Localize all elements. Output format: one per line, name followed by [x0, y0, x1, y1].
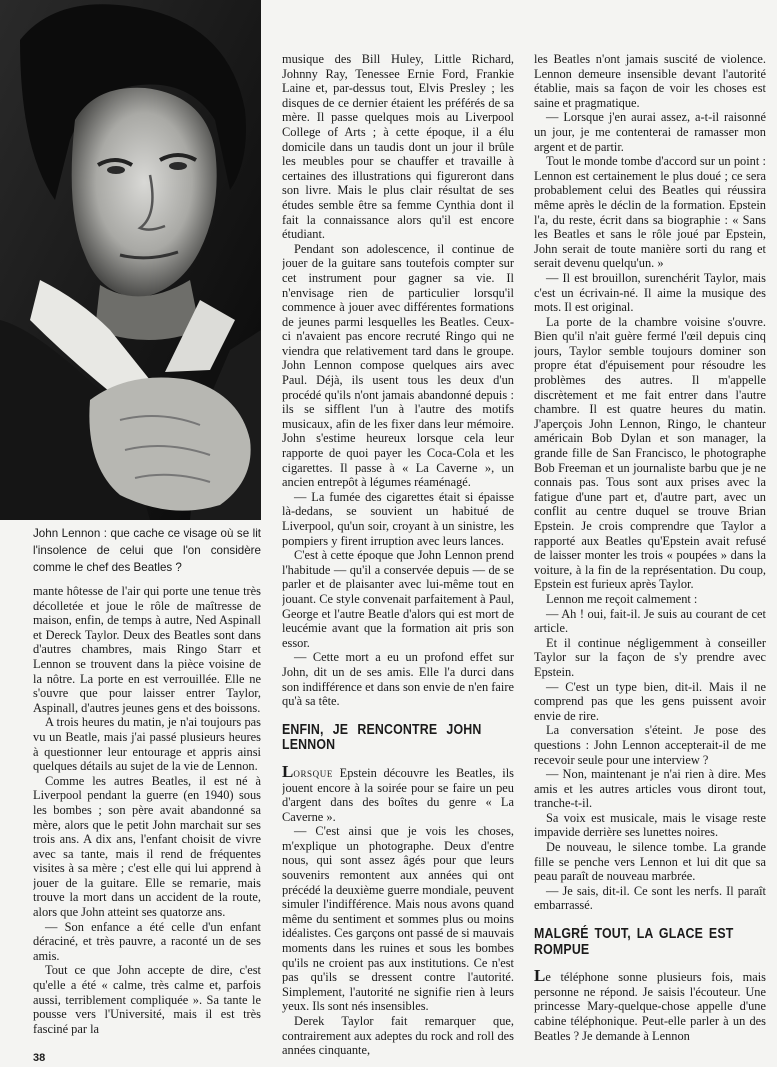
drop-cap: L	[534, 966, 546, 986]
paragraph: les Beatles n'ont jamais suscité de violence. Lennon demeure insensible devant l'autorité établie, mais sa façon de voir les choses est saine et pragmatique.	[534, 52, 766, 110]
section-heading: MALGRÉ TOUT, LA GLACE EST ROMPUE	[534, 926, 734, 958]
paragraph: — Son enfance a été celle d'un enfant déraciné, et très pauvre, a raconté un de ses amis.	[33, 919, 261, 963]
paragraph: — Cette mort a eu un profond effet sur John, dit un de ses amis. Elle l'a durci dans son indifférence et dans son envie de n'en faire qu'à sa tête.	[282, 650, 514, 709]
paragraph: De nouveau, le silence tombe. La grande fille se penche vers Lennon et lui dit que sa peau paraît de nouveau marbrée.	[534, 840, 766, 884]
page-number: 38	[33, 1052, 46, 1064]
lead-text: e téléphone sonne plusieurs fois, mais personne ne répond. Je saisis l'écouteur. Une princesse Mary-quelque-chose appelle d'une cabine téléphonique. Peut-elle parler à un des Beatles ? Je demande à Lennon	[534, 970, 766, 1043]
paragraph: musique des Bill Huley, Little Richard, Johnny Ray, Tenessee Ernie Ford, Frankie Laine et, par-dessus tout, Elvis Presley ; les disques de ce dernier étaient les préférés de sa mère. Il passe quelques mois au Liverpool College of Arts ; à cette époque, il a élu domicile dans un taudis dont un jour il brûle les meubles pour se chauffer et travaille à certaines des illustrations qui figureront dans son livre. Mais le plus clair résultat de ses études semble être sa femme Cynthia dont il fait la connaissance alors qu'il est encore étudiant.	[282, 52, 514, 242]
paragraph: — Ah ! oui, fait-il. Je suis au courant de cet article.	[534, 606, 766, 636]
portrait-photo	[0, 0, 261, 520]
paragraph: — C'est ainsi que je vois les choses, m'explique un photographe. Deux d'entre nous, qui sont assez âgés pour que leurs souvenirs remontent aux années qui ont précédé la deuxième guerre mondiale, peuvent simuler l'indifférence. Mais nous avons quand même du sentiment et sommes plus ou moins idéalistes. Ces garçons ont passé de si mauvais moments dans les ruines et sous les bombes qu'ils ne croient pas aux institutions. Ce n'est pas qu'ils se dressent contre l'autorité. Simplement, l'autorité ne signifie rien à leurs yeux. Ils sont nés insensibles.	[282, 824, 514, 1014]
article-column-1	[33, 584, 261, 1059]
paragraph: Sa voix est musicale, mais le visage reste impavide derrière ses lunettes noires.	[534, 810, 766, 840]
paragraph: Tout le monde tombe d'accord sur un point : Lennon est certainement le plus doué ; ce sera probablement celui des Beatles qui réussira même après le déclin de la formation. Epstein l'a, du reste, écrit dans sa biographie : « Sans les Beatles et sans le rôle joué par Epstein, John serait de toute manière sorti du rang et serait devenu quelqu'un. »	[534, 154, 766, 271]
paragraph: Tout ce que John accepte de dire, c'est qu'elle a été « calme, très calme et, parfois aussi, terriblement compliquée ». Sa tante le pousse vers l'Université, mais il est très fasciné par la	[33, 963, 261, 1036]
lead-smallcaps: orsque	[293, 765, 333, 780]
paragraph: La conversation s'éteint. Je pose des questions : John Lennon accepterait-il de me recevoir seule pour une interview ?	[534, 723, 766, 767]
paragraph: — La fumée des cigarettes était si épaisse là-dedans, se souvient un habitué de Liverpool, qu'un soir, croyant à un sinistre, les pompiers y firent irruption avec leurs lances.	[282, 489, 514, 548]
photo-caption: John Lennon : que cache ce visage où se lit l'insolence de celui que l'on considère comme le chef des Beatles ?	[33, 527, 261, 575]
paragraph	[282, 761, 514, 824]
drop-cap: L	[282, 761, 294, 781]
article-column-3	[534, 52, 766, 1060]
lead-text: Epstein découvre les Beatles, ils jouent encore à la soirée pour se faire un peu d'argent dans des boîtes du genre « La Caverne ».	[282, 765, 514, 824]
paragraph: Lennon me reçoit calmement :	[546, 591, 698, 606]
paragraph: — Il est brouillon, surenchérit Taylor, mais c'est un écrivain-né. Il aime la musique des mots. Il est original.	[534, 270, 766, 315]
paragraph: — Je sais, dit-il. Ce sont les nerfs. Il paraît embarrassé.	[534, 883, 766, 913]
paragraph: mante hôtesse de l'air qui porte une tenue très décolletée et joue le rôle de maîtresse de maison, enfin, de temps à autre, Ned Aspinall et Dereck Taylor. Deux des Beatles sont dans d'autres chambres, mais Ringo Starr et Lennon se trouvent dans la pièce voisine de la nôtre. La porte en est verrouillée. Elle ne s'ouvre que pour laisser entrer Taylor, Aspinall, d'autres jeunes gens et des boissons.	[33, 584, 261, 715]
paragraph: A trois heures du matin, je n'ai toujours pas vu un Beatle, mais j'ai passé plusieurs heures à questionner leur entourage et appris ainsi quelques détails au sujet de la vie de Lennon.	[33, 715, 261, 774]
paragraph: Derek Taylor fait remarquer que, contrairement aux adeptes du rock and roll des années cinquante,	[282, 1014, 514, 1058]
paragraph: — Lorsque j'en aurai assez, a-t-il raisonné un jour, je me contenterai de ramasser mon argent et de partir.	[534, 110, 766, 154]
paragraph	[534, 966, 766, 1043]
article-column-2	[282, 52, 514, 1060]
paragraph: La porte de la chambre voisine s'ouvre. Bien qu'il n'ait guère fermé l'œil depuis cinq jours, Taylor semble toujours dominer son propre état d'épuisement pour résoudre les problèmes des autres. Il m'appelle discrètement et me fait entrer dans l'autre chambre. Il est quatre heures du matin. J'aperçois John Lennon, Ringo, le chanteur américain Bob Dylan et son manager, la grande fille de San Francisco, le photographe Bob Freeman et un journaliste barbu que je ne connais pas. Tous sont aux prises avec la fatigue d'une part et, d'autre part, avec un conflit au centre duquel se trouve Brian Epstein. Je crois comprendre que Taylor a rapporté aux Beatles qu'Epstein avait refusé de laisser monter les trois « poupées » dans la voiture, à la fin de la représentation. Du coup, Epstein est furieux après Taylor.	[534, 314, 766, 592]
paragraph: Comme les autres Beatles, il est né à Liverpool pendant la guerre (en 1940) sous les bombes ; son père avait abandonné sa mère, alors que le petit John marchait sur ses trois ans. A dix ans, l'enfant choisit de vivre avec sa tante, mais il rend de fréquentes visites à sa mère ; c'est elle qui lui apprend à jouer de la guitare. Elle se remarie, mais trouve la mort dans un accident de la route, alors que John atteint ses quatorze ans.	[33, 773, 261, 920]
paragraph: — C'est un type bien, dit-il. Mais il ne comprend pas que les gens puissent avoir envie de rire.	[534, 679, 766, 723]
paragraph: C'est à cette époque que John Lennon prend l'habitude — qu'il a conservée depuis — de se parler et de plaisanter avec lui-même tout en jouant. Ce style convenait parfaitement à Paul, George et l'autre Beatle d'alors qui est mort de leucémie avant que la formation ait pris son essor.	[282, 548, 514, 650]
paragraph: Et il continue négligemment à conseiller Taylor sur la façon de s'y prendre avec Epstein.	[534, 635, 766, 679]
section-heading: ENFIN, JE RENCONTRE JOHN LENNON	[282, 721, 482, 754]
paragraph: Pendant son adolescence, il continue de jouer de la guitare sans toutefois compter sur cet instrument pour gagner sa vie. Il n'envisage rien de particulier lorsqu'il commence à jouer avec différentes formations de jeunes parmi lesquelles les Beatles. Ceux-ci n'avaient pas encore recruté Ringo qui ne viendra que relativement tard dans le groupe. John Lennon compose quelques airs avec Paul. Déjà, ils usent tous les deux d'un procédé qu'ils n'ont jamais abandonné depuis : ils se sifflent l'un à l'autre des motifs musicaux, afin de les fixer dans leur mémoire. John s'estime heureux lorsque cela leur rapporte de quoi payer les Coca-Cola et les cigarettes. Il passe à « La Caverne », un ancien entrepôt à légumes réaménagé.	[282, 241, 514, 490]
paragraph: — Non, maintenant je n'ai rien à dire. Mes amis et les autres articles vous diront tout, tranche-t-il.	[534, 767, 766, 811]
